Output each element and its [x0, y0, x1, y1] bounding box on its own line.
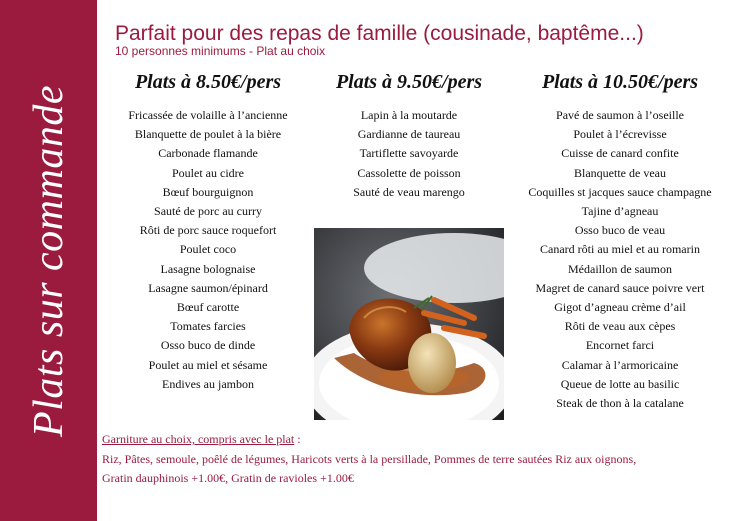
dish-item: Carbonade flamande — [158, 146, 258, 161]
dish-item: Médaillon de saumon — [568, 261, 672, 276]
garniture-heading-line — [102, 430, 636, 450]
sidebar-title: Plats sur commande — [25, 84, 72, 437]
dish-item: Sauté de veau marengo — [353, 184, 465, 199]
dish-item: Tajine d’agneau — [581, 204, 659, 219]
garniture-line-1: Riz, Pâtes, semoule, poêlé de légumes, Haricots verts à la persillade, Pommes de terre sautées Riz aux oignons, — [102, 451, 637, 466]
dish-list — [103, 106, 313, 394]
dish-item: Tomates farcies — [170, 319, 246, 334]
dish-item: Endives au jambon — [162, 376, 254, 391]
dish-item: Rôti de porc sauce roquefort — [139, 223, 277, 238]
dish-item: Blanquette de veau — [574, 165, 666, 180]
dish-item: Poulet au miel et sésame — [148, 357, 268, 372]
dish-item: Calamar à l’armoricaine — [561, 357, 679, 372]
dish-item: Blanquette de poulet à la bière — [134, 127, 282, 142]
dish-item: Tartiflette savoyarde — [359, 146, 459, 161]
dish-item: Sauté de porc au curry — [154, 204, 262, 219]
dish-item: Magret de canard sauce poivre vert — [535, 280, 705, 295]
sidebar-band — [0, 0, 97, 521]
dish-item: Pavé de saumon à l’oseille — [556, 108, 684, 122]
dish-item: Gardianne de taureau — [357, 127, 461, 142]
dish-item: Bœuf bourguignon — [162, 184, 254, 199]
menu-column-950 — [318, 70, 500, 202]
dish-item: Queue de lotte au basilic — [560, 376, 680, 391]
menu-column-850 — [103, 70, 313, 394]
column-heading: Plats à 9.50€/pers — [335, 71, 483, 93]
dish-item: Osso buco de veau — [574, 223, 666, 238]
dish-photo — [314, 228, 504, 420]
dish-item: Canard rôti au miel et au romarin — [540, 242, 700, 257]
dish-item: Lasagne saumon/épinard — [148, 280, 268, 295]
dish-item: Poulet au cidre — [172, 165, 244, 180]
dish-item: Rôti de veau aux cèpes — [564, 319, 676, 334]
dish-item: Fricassée de volaille à l’ancienne — [128, 108, 288, 122]
dish-item: Osso buco de dinde — [160, 338, 256, 353]
dish-item: Bœuf carotte — [176, 300, 240, 315]
column-heading: Plats à 8.50€/pers — [134, 71, 282, 93]
menu-column-1050 — [502, 70, 738, 413]
garniture-section — [102, 430, 636, 489]
page-subtitle: 10 personnes minimums - Plat au choix — [115, 44, 326, 58]
dish-list — [318, 106, 500, 202]
dish-list — [502, 106, 738, 413]
dish-item: Cuisse de canard confite — [561, 146, 679, 161]
page-title: Parfait pour des repas de famille (cousinade, baptême...) — [115, 22, 644, 45]
dish-item: Poulet coco — [179, 242, 237, 257]
dish-item: Lapin à la moutarde — [360, 108, 458, 122]
garniture-heading-suffix: : — [294, 432, 301, 446]
column-heading: Plats à 10.50€/pers — [541, 71, 699, 93]
dish-item: Encornet farci — [585, 338, 655, 353]
dish-item: Coquilles st jacques sauce champagne — [528, 184, 712, 199]
garniture-heading: Garniture au choix, compris avec le plat — [102, 432, 295, 446]
garniture-line-2: Gratin dauphinois +1.00€, Gratin de ravioles +1.00€ — [102, 471, 354, 485]
dish-item: Lasagne bolognaise — [160, 261, 256, 276]
dish-item: Cassolette de poisson — [357, 165, 461, 180]
dish-item: Poulet à l’écrevisse — [573, 127, 667, 142]
dish-item: Gigot d’agneau crème d’ail — [554, 300, 686, 315]
dish-item: Steak de thon à la catalane — [556, 396, 684, 411]
